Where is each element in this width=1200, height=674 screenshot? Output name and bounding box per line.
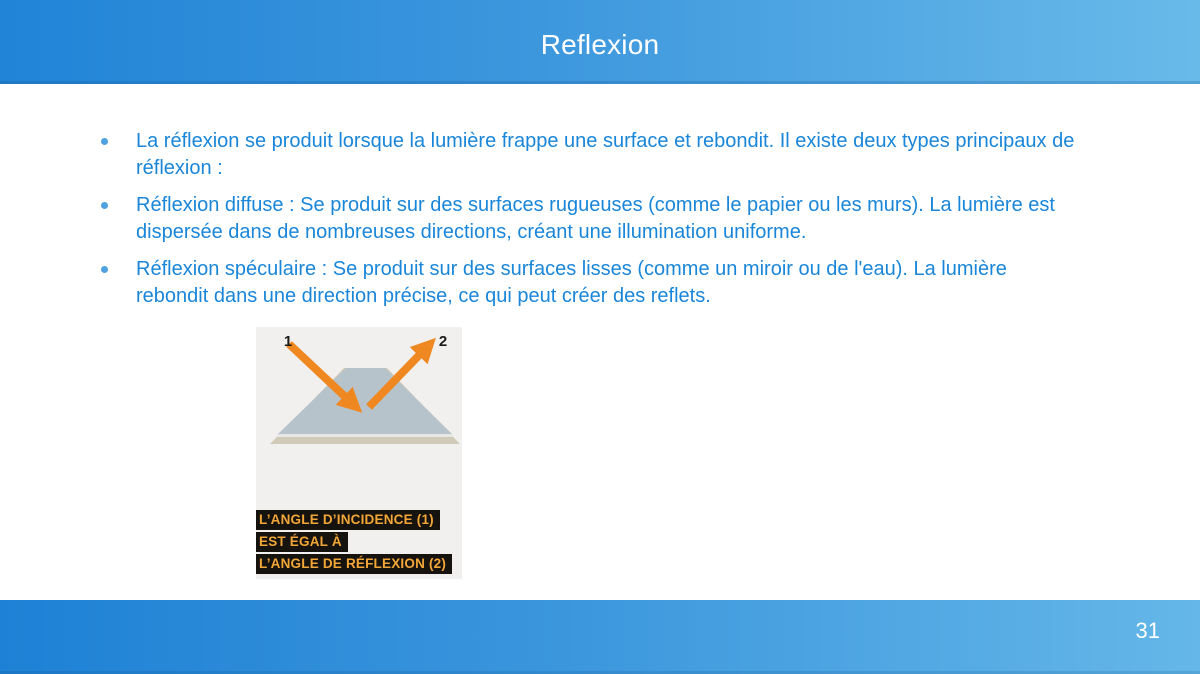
bullet-dot-icon xyxy=(101,138,108,145)
figure-captions xyxy=(256,510,452,574)
slide-header xyxy=(0,0,1200,84)
bullet-dot-icon xyxy=(101,266,108,273)
caption-line: L’ANGLE DE RÉFLEXION (2) xyxy=(256,554,452,574)
page-number: 31 xyxy=(1135,618,1160,643)
bullet-text: La réflexion se produit lorsque la lumière frappe une surface et rebondit. Il existe deux types principaux de réflexion : xyxy=(136,130,1075,179)
mirror-surface xyxy=(270,368,460,444)
bullet-text: Réflexion diffuse : Se produit sur des surfaces rugueuses (comme le papier ou les murs). La lumière est dispersée dans de nombreuses directions, créant une illumination uniforme. xyxy=(136,194,1055,243)
reflection-diagram xyxy=(256,327,462,509)
bullet-item xyxy=(98,256,1083,310)
header-bottom-edge xyxy=(0,81,1200,84)
slide-footer xyxy=(0,600,1200,674)
incident-ray-label: 1 xyxy=(283,333,293,350)
bullet-dot-icon xyxy=(101,202,108,209)
bullet-item xyxy=(98,192,1083,246)
bullet-item xyxy=(98,128,1083,182)
reflected-ray-label: 2 xyxy=(438,333,448,350)
reflection-figure xyxy=(256,327,462,579)
bullet-list xyxy=(98,128,1083,320)
caption-line: EST ÉGAL À xyxy=(256,532,348,552)
caption-line: L’ANGLE D’INCIDENCE (1) xyxy=(256,510,440,530)
slide-title: Reflexion xyxy=(540,29,660,60)
bullet-text: Réflexion spéculaire : Se produit sur des surfaces lisses (comme un miroir ou de l'eau). La lumière rebondit dans une direction précise, ce qui peut créer des reflets. xyxy=(136,258,1007,307)
